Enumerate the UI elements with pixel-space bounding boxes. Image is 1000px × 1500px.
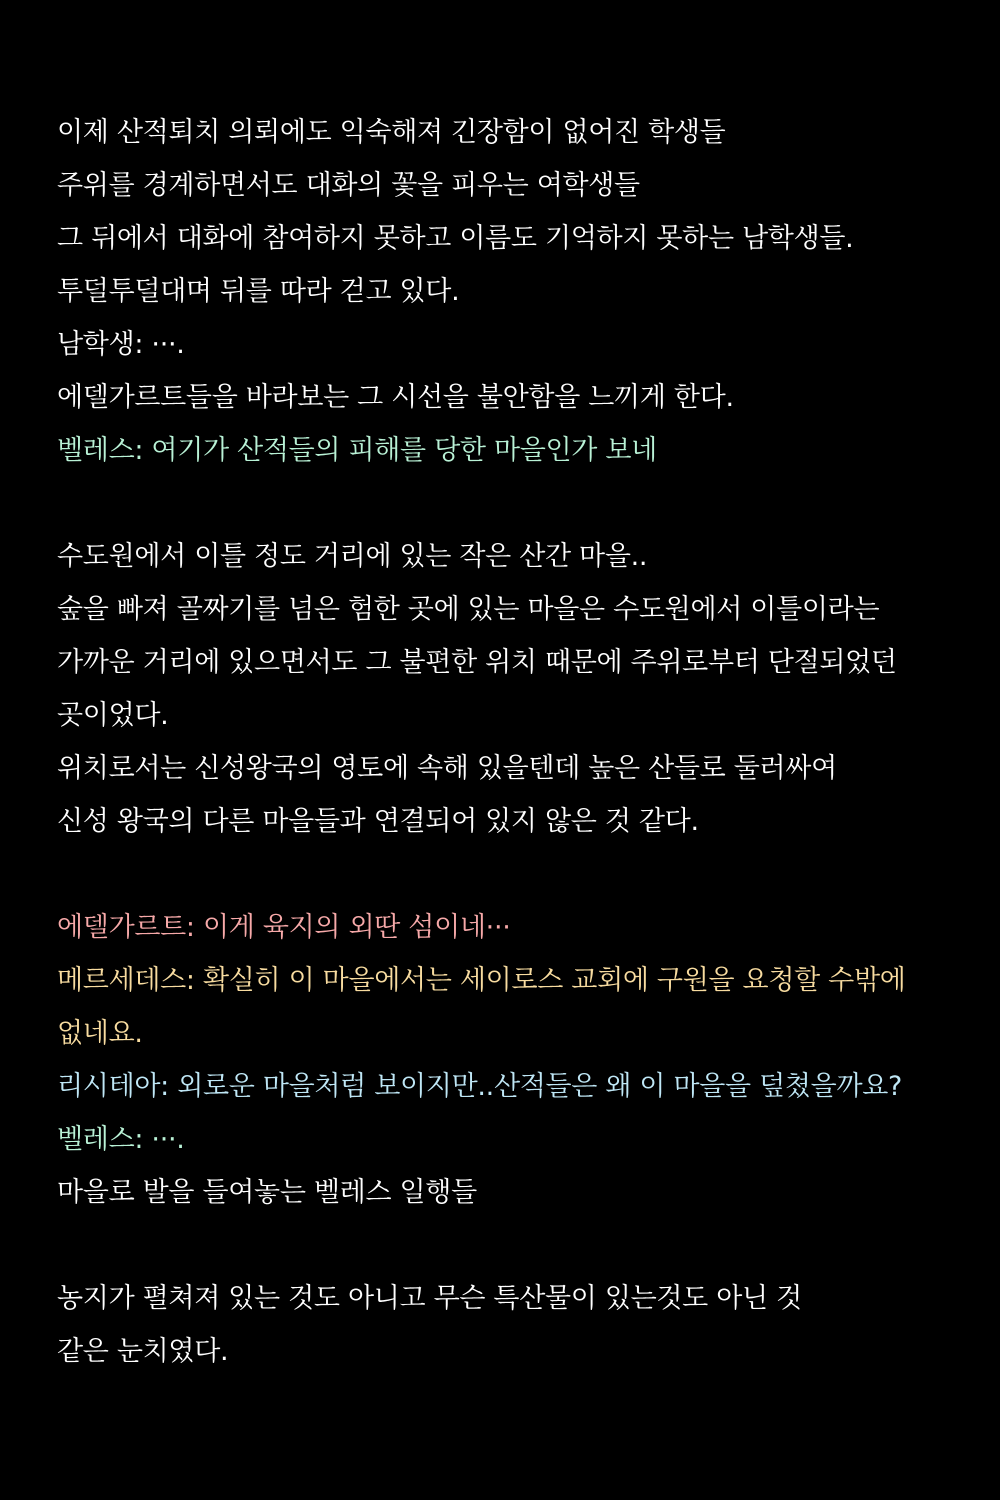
dialogue-line-belles: 벨레스: 여기가 산적들의 피해를 당한 마을인가 보네	[57, 435, 657, 466]
narration-line: 에델가르트들을 바라보는 그 시선을 불안함을 느끼게 한다.	[57, 382, 734, 413]
story-text	[57, 106, 987, 1378]
dialogue-line-belles: 벨레스: ···.	[57, 1124, 185, 1155]
paragraph-gap	[57, 848, 987, 901]
narration-line: 마을로 발을 들여놓는 벨레스 일행들	[57, 1177, 477, 1208]
narration-line: 곳이었다.	[57, 700, 169, 731]
dialogue-line-mercedes: 없네요.	[57, 1018, 143, 1049]
narration-line: 그 뒤에서 대화에 참여하지 못하고 이름도 기억하지 못하는 남학생들.	[57, 223, 854, 254]
narration-line: 숲을 빠져 골짜기를 넘은 험한 곳에 있는 마을은 수도원에서 이틀이라는	[57, 594, 880, 625]
narration-line: 수도원에서 이틀 정도 거리에 있는 작은 산간 마을..	[57, 541, 648, 572]
narration-line: 가까운 거리에 있으면서도 그 불편한 위치 때문에 주위로부터 단절되었던	[57, 647, 897, 678]
paragraph	[57, 530, 987, 848]
dialogue-line-lysithea: 리시테아: 외로운 마을처럼 보이지만..산적들은 왜 이 마을을 덮쳤을까요?	[57, 1071, 903, 1102]
paragraph	[57, 901, 987, 1219]
paragraph	[57, 106, 987, 477]
narration-line: 주위를 경계하면서도 대화의 꽃을 피우는 여학생들	[57, 170, 640, 201]
narration-line: 위치로서는 신성왕국의 영토에 속해 있을텐데 높은 산들로 둘러싸여	[57, 753, 837, 784]
narration-line: 농지가 펼쳐져 있는 것도 아니고 무슨 특산물이 있는것도 아닌 것	[57, 1283, 802, 1314]
narration-line: 신성 왕국의 다른 마을들과 연결되어 있지 않은 것 같다.	[57, 806, 699, 837]
dialogue-line: 남학생: ···.	[57, 329, 185, 360]
narration-line: 같은 눈치였다.	[57, 1336, 229, 1367]
paragraph-gap	[57, 477, 987, 530]
dialogue-line-edelgard: 에델가르트: 이게 육지의 외딴 섬이네···	[57, 912, 511, 943]
paragraph	[57, 1272, 987, 1378]
paragraph-gap	[57, 1219, 987, 1272]
dialogue-line-mercedes: 메르세데스: 확실히 이 마을에서는 세이로스 교회에 구원을 요청할 수밖에	[57, 965, 906, 996]
narration-line: 이제 산적퇴치 의뢰에도 익숙해져 긴장함이 없어진 학생들	[57, 117, 726, 148]
narration-line: 투덜투덜대며 뒤를 따라 걷고 있다.	[57, 276, 460, 307]
